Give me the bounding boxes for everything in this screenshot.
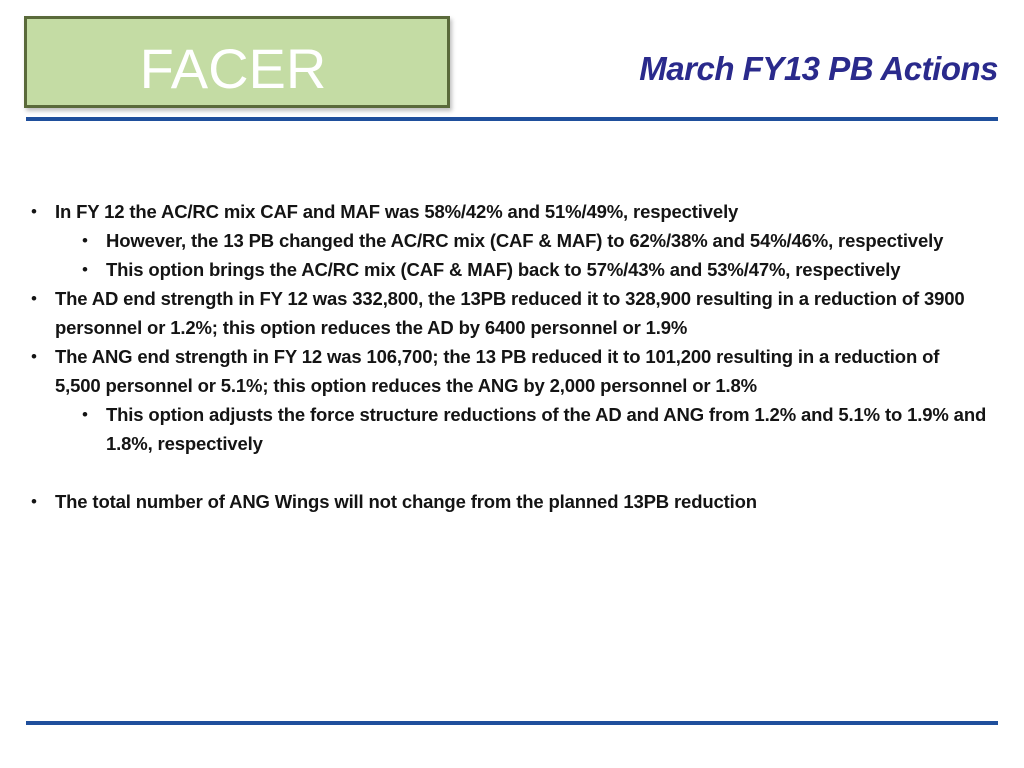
sub-bullet-item: • However, the 13 PB changed the AC/RC mix (CAF & MAF) to 62%/38% and 54%/46%, respectively xyxy=(79,226,988,255)
bullet-list xyxy=(28,197,988,516)
sub-bullet-item: • This option brings the AC/RC mix (CAF & MAF) back to 57%/43% and 53%/47%, respectively xyxy=(79,255,988,284)
logo-text: FACER xyxy=(139,37,327,100)
facer-logo-box xyxy=(24,16,450,108)
bottom-divider xyxy=(26,721,998,725)
top-divider xyxy=(26,117,998,121)
slide-title: March FY13 PB Actions xyxy=(639,50,998,87)
bullet-item: • The AD end strength in FY 12 was 332,800, the 13PB reduced it to 328,900 resulting in a reduction of 3900 personnel or 1.2%; this option reduces the AD by 6400 personnel or 1.9% xyxy=(28,284,988,342)
sub-bullet-item: • This option adjusts the force structure reductions of the AD and ANG from 1.2% and 5.1% to 1.9% and 1.8%, respectively xyxy=(79,400,988,458)
bullet-item: • In FY 12 the AC/RC mix CAF and MAF was 58%/42% and 51%/49%, respectively xyxy=(28,197,988,226)
blank-line xyxy=(28,458,988,487)
bullet-item: • The ANG end strength in FY 12 was 106,700; the 13 PB reduced it to 101,200 resulting in a reduction of 5,500 personnel or 5.1%; this option reduces the ANG by 2,000 personnel or 1.8% xyxy=(28,342,988,400)
bullet-item: • The total number of ANG Wings will not change from the planned 13PB reduction xyxy=(28,487,988,516)
